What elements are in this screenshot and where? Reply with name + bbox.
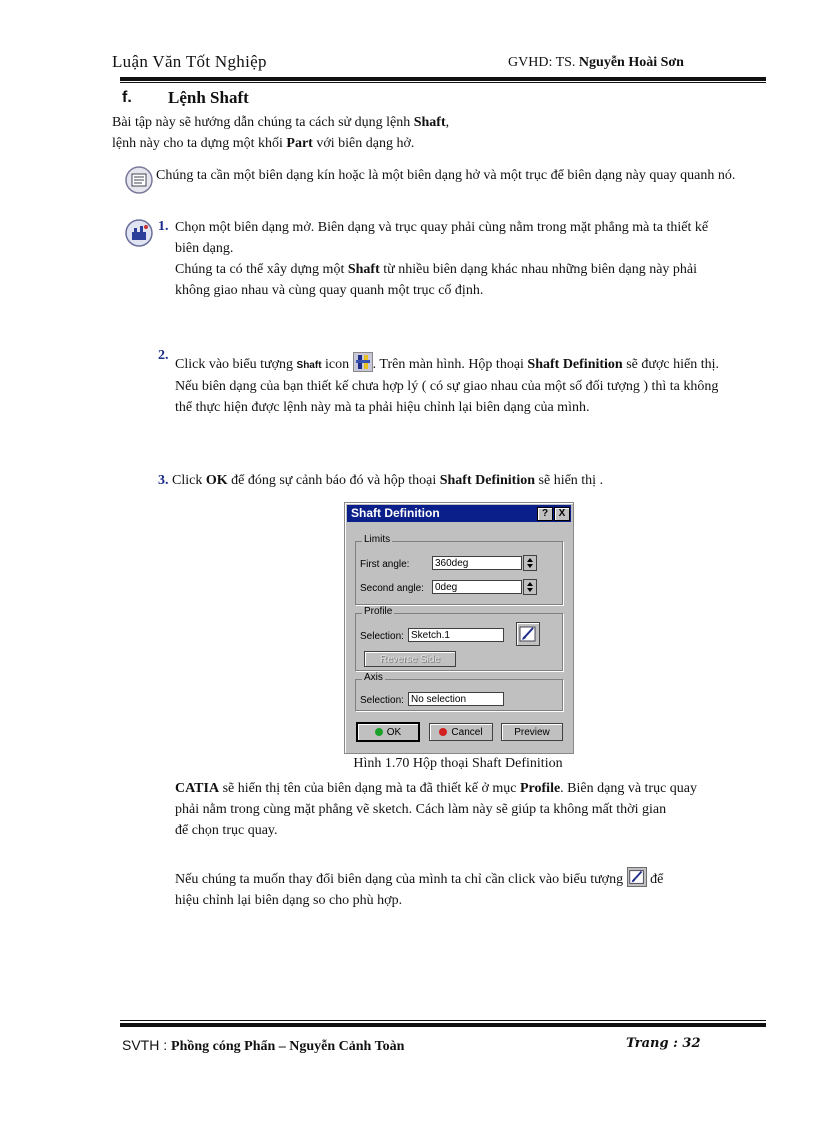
second-angle-field[interactable]: 0deg [432, 580, 522, 594]
ok-button[interactable]: OK [357, 723, 419, 741]
sketcher-button[interactable] [516, 622, 540, 646]
cancel-button[interactable]: Cancel [429, 723, 493, 741]
first-angle-label: First angle: [360, 559, 410, 570]
header-advisor-prefix: GVHD: TS. [508, 55, 576, 70]
axis-label: Axis [364, 672, 383, 683]
section-letter: f. [122, 89, 132, 106]
note-icon [124, 165, 154, 195]
first-angle-field[interactable]: 360deg [432, 556, 522, 570]
shaft-icon [353, 352, 373, 372]
header-rule-thin [120, 82, 766, 83]
header-thesis-title: Luận Văn Tốt Nghiệp [112, 52, 267, 71]
header-advisor-name: Nguyễn Hoài Sơn [578, 55, 684, 70]
profile-selection-label: Selection: [360, 631, 404, 642]
note-text: Chúng ta cần một biên dạng kín hoặc là một biên dạng hở và một trục để biên dạng này quay quanh nó. [156, 168, 736, 183]
axis-group [355, 672, 563, 711]
cancel-icon [439, 728, 447, 736]
footer-rule [120, 1023, 766, 1027]
profile-label: Profile [364, 606, 393, 617]
help-button[interactable]: ? [537, 507, 553, 521]
limits-label: Limits [364, 534, 391, 545]
header-advisor [508, 55, 684, 71]
intro-paragraph: Bài tập này sẽ hướng dẫn chúng ta cách sử dụng lệnh Shaft, lệnh này cho ta dựng một khối Part với biên dạng hở. [112, 115, 450, 151]
footer-students-names: Phồng cóng Phẩn – Nguyễn Cảnh Toàn [171, 1039, 405, 1054]
step-2-text: Click vào biểu tượng Shaft icon . Trên màn hình. Hộp thoại Shaft Definition sẽ được hiển thị. Nếu biên dạng của bạn thiết kế chưa hợp lý ( có sự giao nhau của một số đối tượng ) thì ta không thể thực hiện được lệnh này mà ta phải hiệu chỉnh lại biên dạng của mình. [175, 352, 743, 418]
sketch-edit-icon [517, 637, 539, 648]
dialog-title: Shaft Definition [351, 506, 440, 520]
step-1-number: 1. [158, 219, 169, 234]
step-2-number: 2. [158, 348, 169, 363]
second-angle-label: Second angle: [360, 583, 424, 594]
section-title: Lệnh Shaft [168, 88, 249, 107]
axis-selection-label: Selection: [360, 695, 404, 706]
ok-icon [375, 728, 383, 736]
sketch-edit-icon [627, 867, 647, 887]
step-1-text: Chọn một biên dạng mở. Biên dạng và trục quay phải cùng nằm trong mặt phẳng mà ta thiết kế biên dạng. Chúng ta có thể xây dựng một Shaft từ nhiều biên dạng khác nhau những biên dạng này phải không giao nhau và cùng quay quanh một trục cố định. [175, 220, 709, 298]
footer-rule-thin [120, 1020, 766, 1021]
shaft-icon-label: Shaft [296, 360, 322, 371]
catia-paragraph: CATIA sẽ hiển thị tên của biên dạng mà ta đã thiết kế ở mục Profile. Biên dạng và trục quay phải nằm trong cùng mặt phẳng vẽ sketch. Cách làm này sẽ giúp ta không mất thời gian để chọn trục quay. [175, 781, 698, 838]
footer-students-prefix: SVTH : [122, 1037, 172, 1053]
axis-selection-field[interactable]: No selection [408, 692, 504, 706]
close-button[interactable]: X [554, 507, 570, 521]
first-angle-spinner[interactable] [523, 555, 537, 571]
second-angle-spinner[interactable] [523, 579, 537, 595]
step-3-text: 3. Click OK để đóng sự cảnh báo đó và hộp thoại Shaft Definition sẽ hiển thị . [158, 473, 604, 488]
edit-profile-paragraph: Nếu chúng ta muốn thay đổi biên dạng của mình ta chỉ cần click vào biểu tượng để hiệu chỉnh lại biên dạng so cho phù hợp. [175, 867, 743, 911]
limits-group [355, 534, 563, 605]
dialog-titlebar [347, 505, 571, 522]
profile-group [355, 606, 563, 671]
header-rule [120, 77, 766, 81]
figure-caption: Hình 1.70 Hộp thoại Shaft Definition [353, 756, 563, 771]
step-icon [124, 218, 154, 248]
page-number: Trang : 32 [626, 1036, 701, 1051]
reverse-side-button[interactable]: Reverse Side [364, 651, 456, 667]
footer-students [122, 1037, 404, 1055]
shaft-definition-dialog [344, 502, 574, 754]
preview-button[interactable]: Preview [501, 723, 563, 741]
profile-selection-field[interactable]: Sketch.1 [408, 628, 504, 642]
